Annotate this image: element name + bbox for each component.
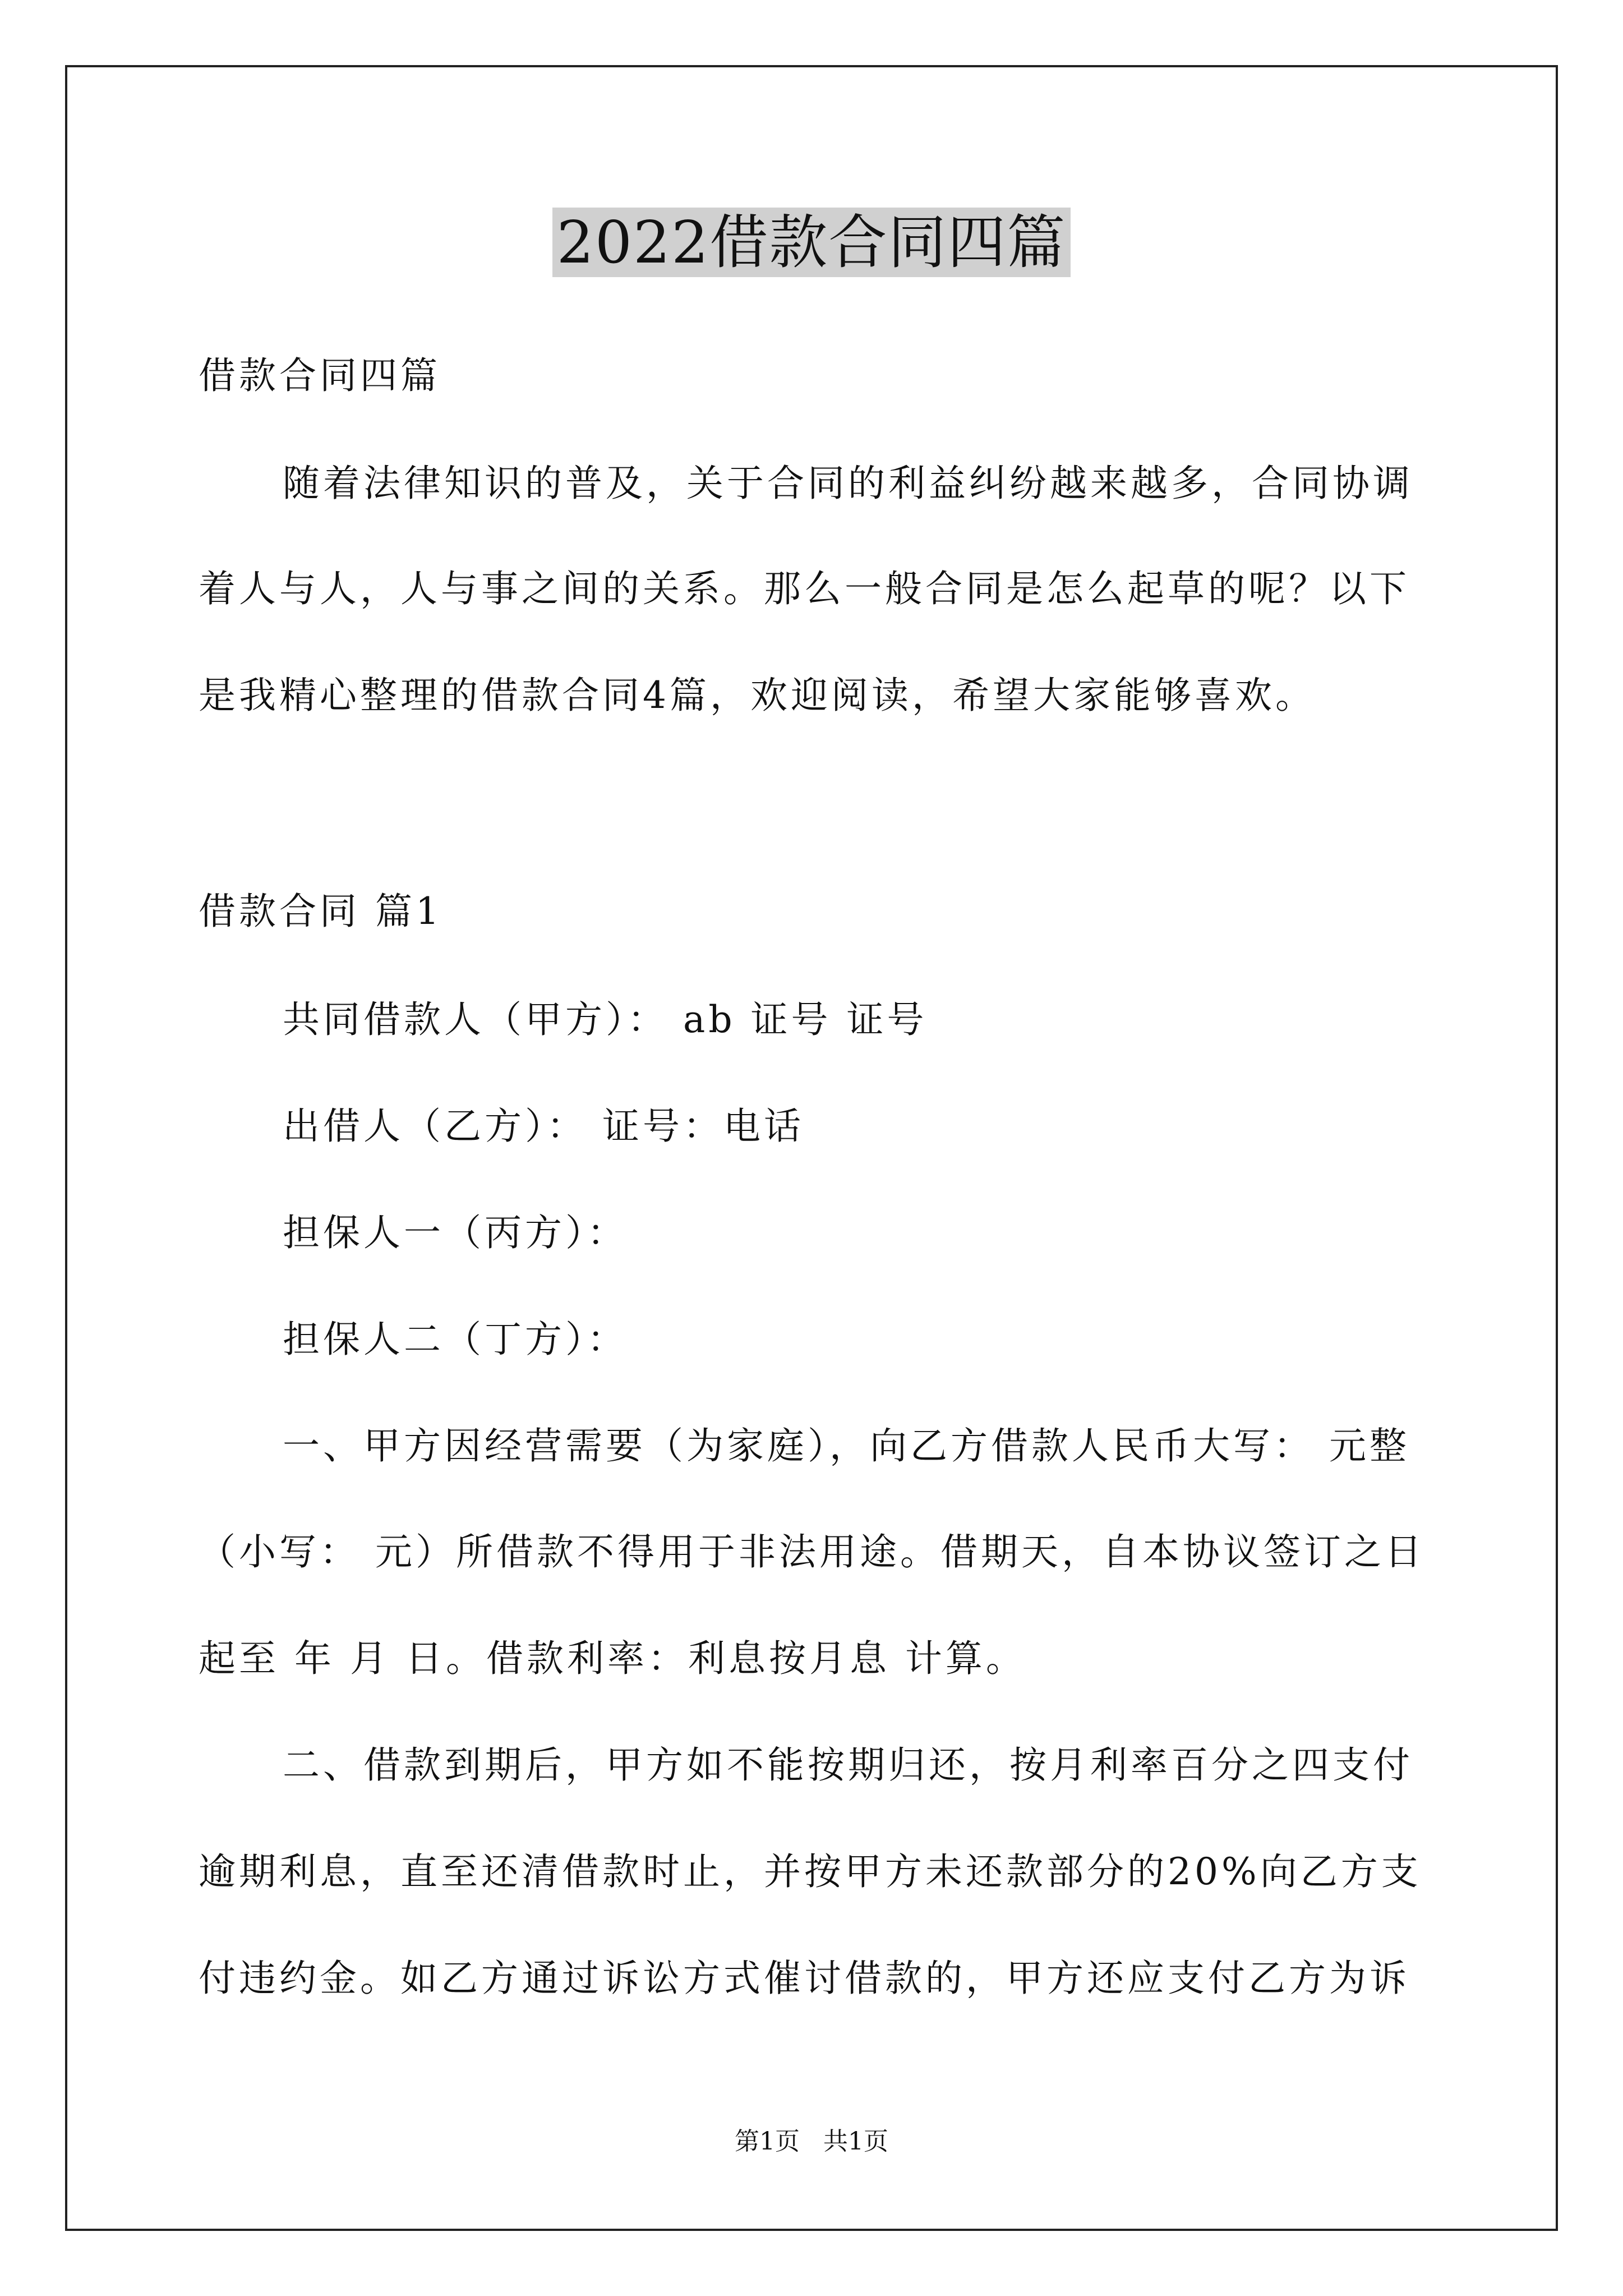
clause-2-line-1: 二、借款到期后，甲方如不能按期归还，按月利率百分之四支付 [283,1743,1413,1787]
clause-2-line-3: 付违约金。如乙方通过诉讼方式催讨借款的，甲方还应支付乙方为诉 [199,1957,1410,2000]
party-lender: 出借人（乙方）： 证号：电话 [283,1105,804,1148]
party-guarantor-1: 担保人一（丙方）： [283,1211,628,1254]
clause-1-line-3: 起至 年 月 日。借款利率：利息按月息 计算。 [199,1637,1026,1680]
intro-line-1: 随着法律知识的普及，关于合同的利益纠纷越来越多，合同协调 [283,462,1413,505]
document-title: 2022借款合同四篇 [552,208,1071,277]
clause-1-line-2: （小写： 元）所借款不得用于非法用途。借期天，自本协议签订之日 [199,1530,1425,1573]
subtitle: 借款合同四篇 [199,354,441,397]
title-wrapper [0,208,1623,277]
page-footer: 第1页 共1页 [735,2127,888,2156]
party-guarantor-2: 担保人二（丁方）： [283,1318,628,1361]
section-heading: 借款合同 篇1 [199,890,442,933]
clause-1-line-1: 一、甲方因经营需要（为家庭），向乙方借款人民币大写： 元整 [283,1424,1410,1467]
party-borrower: 共同借款人（甲方）： ab 证号 证号 [283,998,928,1041]
intro-line-2: 着人与人，人与事之间的关系。那么一般合同是怎么起草的呢？以下 [199,567,1410,610]
intro-line-3: 是我精心整理的借款合同4篇，欢迎阅读，希望大家能够喜欢。 [199,674,1316,717]
clause-2-line-2: 逾期利息，直至还清借款时止，并按甲方未还款部分的20%向乙方支 [199,1850,1422,1893]
